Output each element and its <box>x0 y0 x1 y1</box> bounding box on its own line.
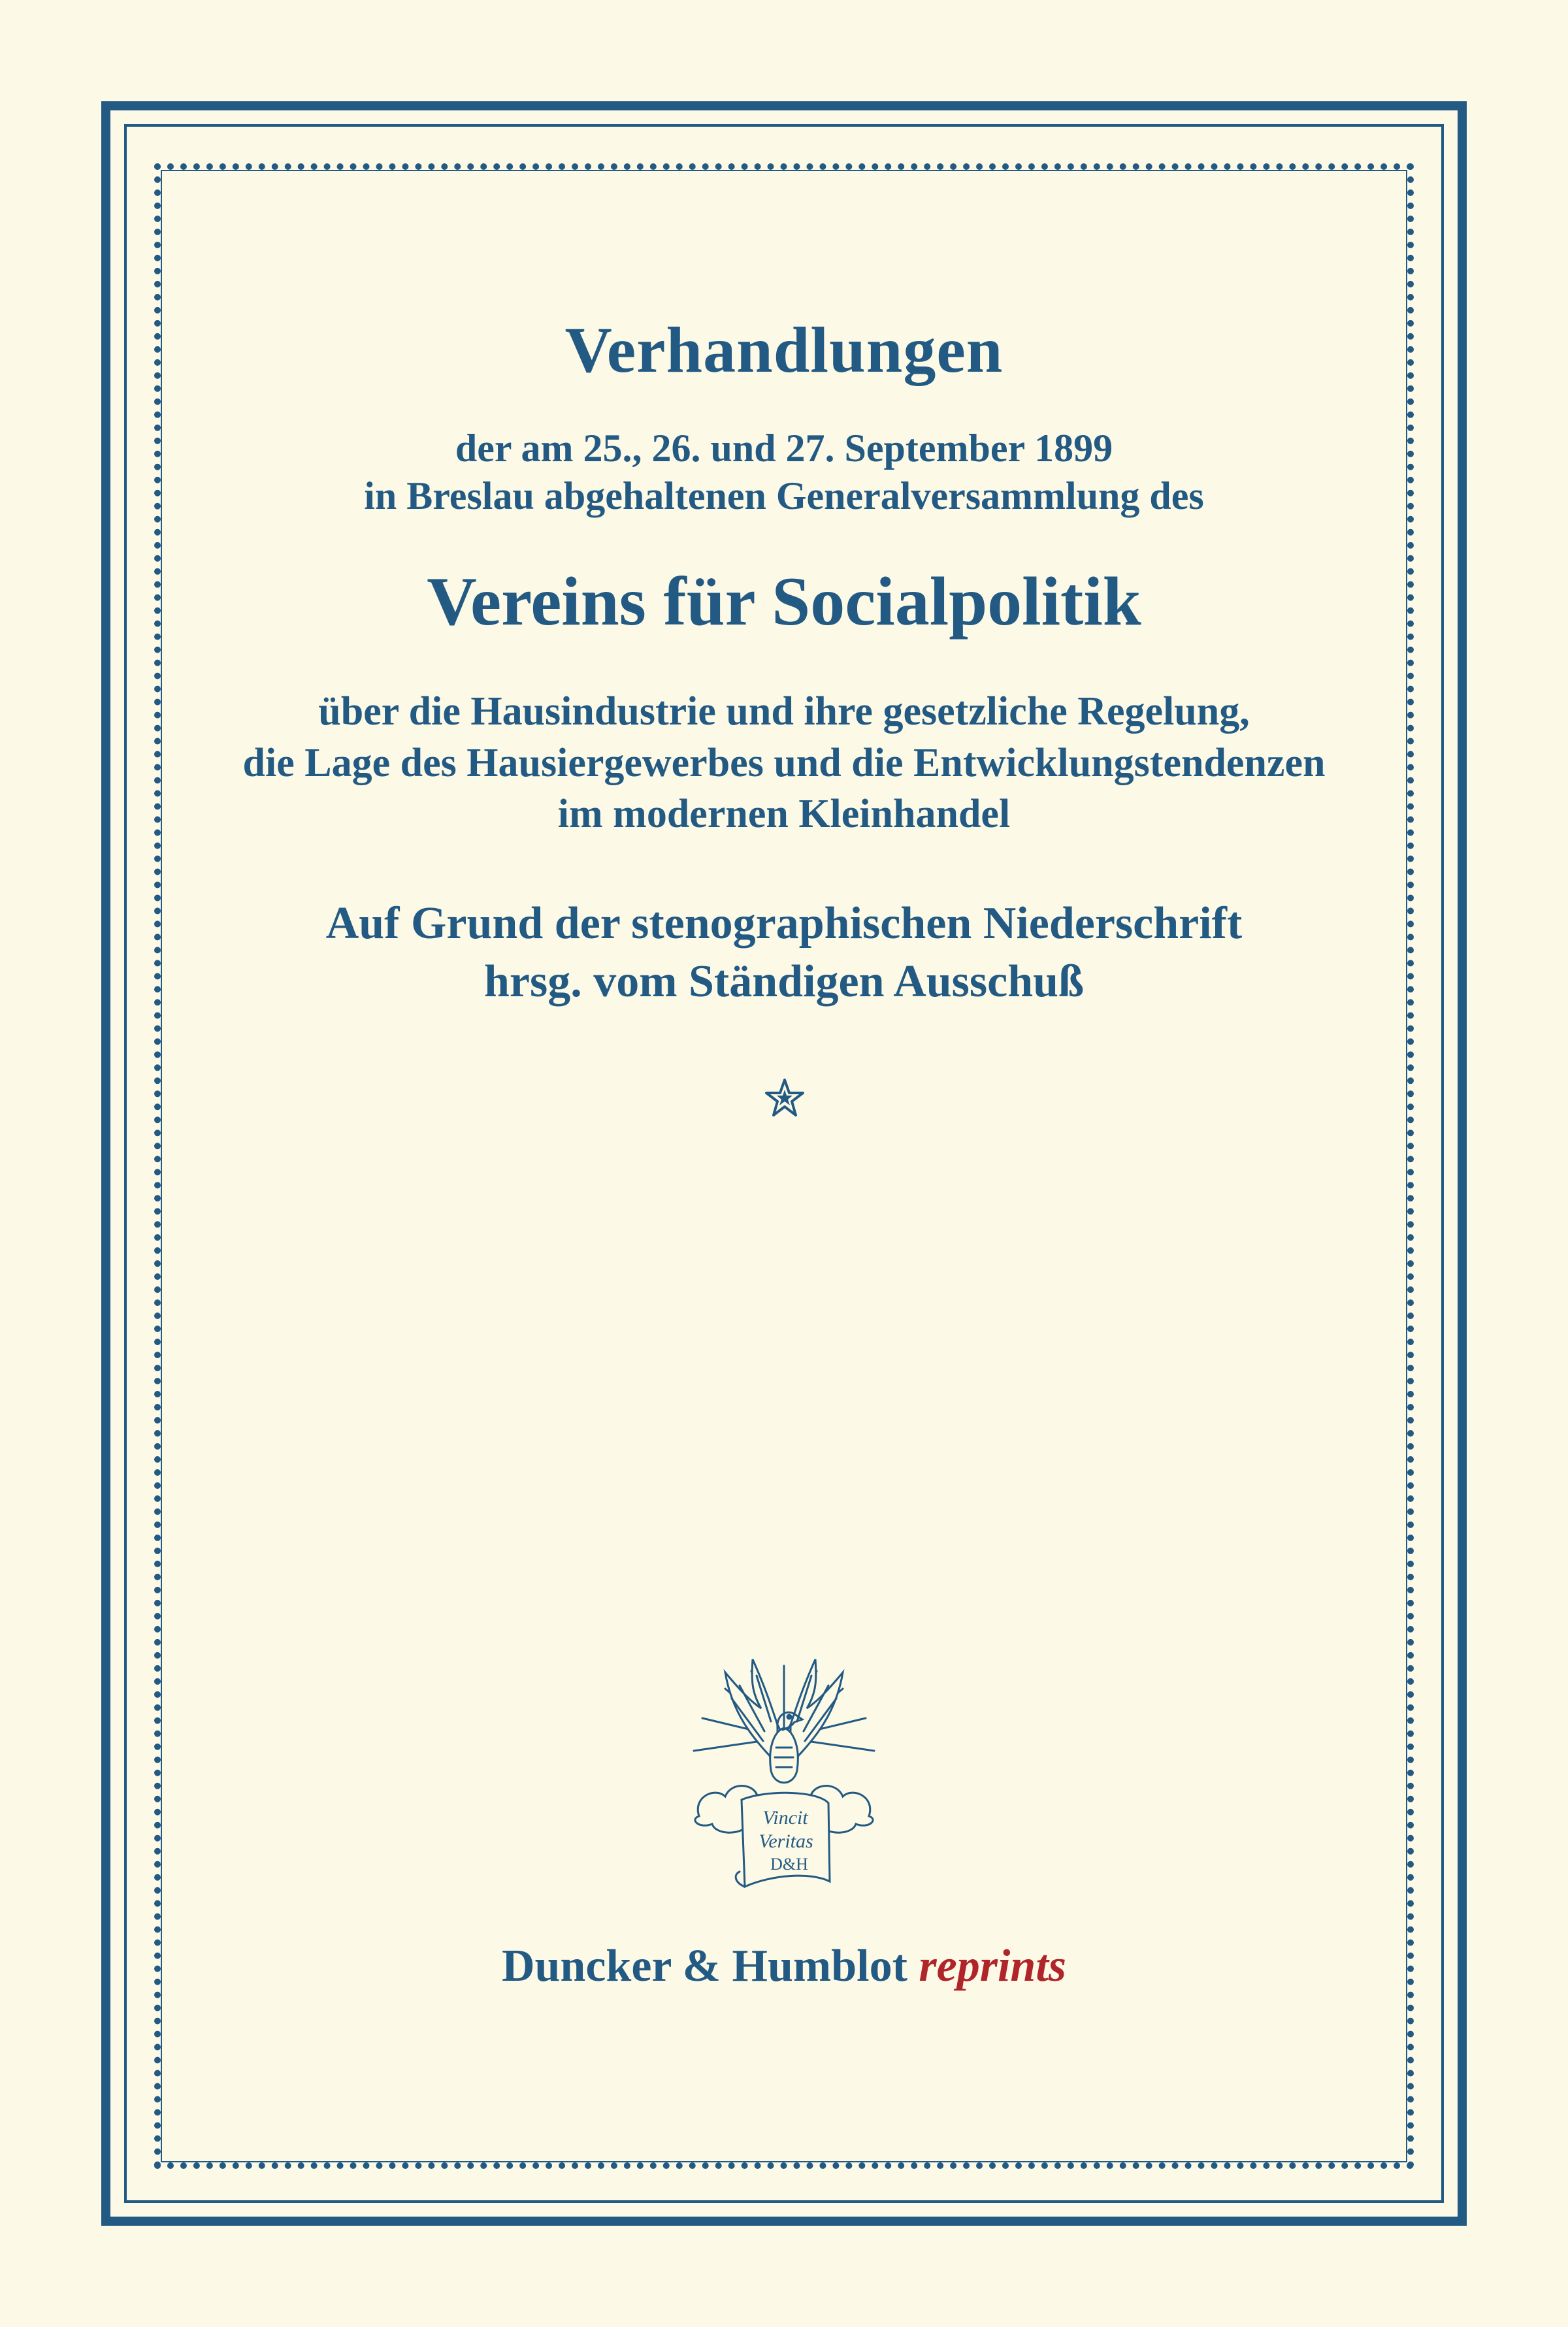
logo-motto-line: Vincit <box>762 1807 808 1829</box>
publisher-series: reprints <box>919 1941 1067 1991</box>
star-icon <box>764 1078 805 1118</box>
publisher-imprint <box>157 1940 1411 1993</box>
editor-line: hrsg. vom Ständigen Ausschuß <box>483 956 1085 1007</box>
topic-line: im modernen Kleinhandel <box>557 792 1011 837</box>
society-name: Vereins für Socialpolitik <box>427 563 1141 640</box>
subtitle-line: in Breslau abgehaltenen Generalversammlung des <box>364 474 1204 518</box>
cover-topic <box>157 686 1411 840</box>
eagle-emblem-icon <box>679 1640 889 1901</box>
logo-initials: D&H <box>770 1855 808 1874</box>
editor-statement <box>157 895 1411 1011</box>
subtitle-line: der am 25., 26. und 27. September 1899 <box>455 427 1113 470</box>
topic-line: über die Hausindustrie und ihre gesetzliche Regelung, <box>318 689 1250 734</box>
cover-subtitle <box>157 425 1411 520</box>
editor-line: Auf Grund der stenographischen Niederschrift <box>325 898 1243 949</box>
cover-title: Verhandlungen <box>564 314 1004 386</box>
topic-line: die Lage des Hausiergewerbes und die Entwicklungstendenzen <box>242 740 1326 785</box>
logo-motto-line: Veritas <box>759 1831 813 1852</box>
publisher-name: Duncker & Humblot <box>501 1941 907 1991</box>
